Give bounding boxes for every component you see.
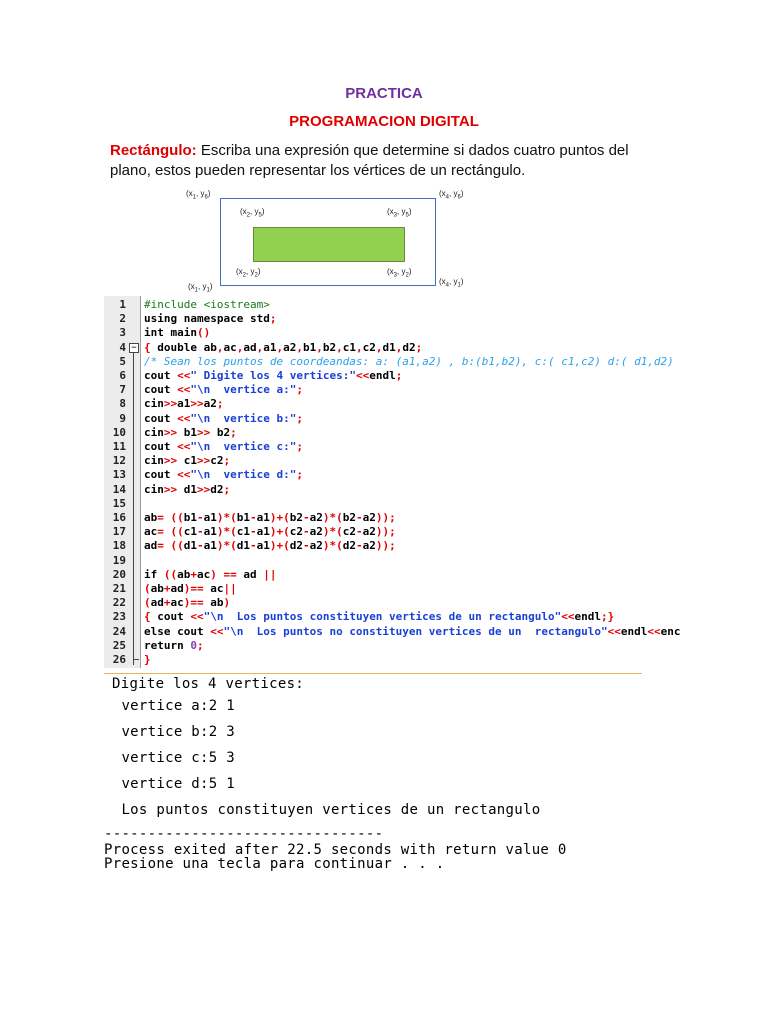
line-number: 6 [119, 369, 126, 382]
console-line: vertice d:5 1 [104, 776, 235, 792]
code-text: /* Sean los puntos de coordeandas: a: (a1,a2) , b:(b1,b2), c:( c1,c2) d:( d1,d2) [144, 354, 674, 368]
point-label: ($x_2$, $y_2$) [236, 267, 261, 279]
code-text: else cout <<"\n Los puntos no constituyen vertices de un rectangulo"<<endl<<enc [144, 624, 681, 638]
problem-text: Escriba una expresión que determine si dados cuatro puntos del plano, estos pueden representar los vértices de un rectángulo. [110, 142, 629, 179]
page-title: PRACTICA [345, 85, 423, 102]
code-text: cout <<"\n vertice c:"; [144, 440, 303, 453]
console-line: Los puntos constituyen vertices de un rectangulo [104, 802, 541, 818]
code-text: ad= ((d1-a1)*(d1-a1)+(d2-a2)*(d2-a2)); [144, 539, 396, 553]
line-number: 26 [112, 653, 126, 666]
code-text: } [144, 653, 151, 666]
console-line: vertice a:2 1 [104, 698, 235, 714]
code-editor [104, 296, 692, 668]
line-number: 15 [112, 496, 126, 510]
line-number: 4 [119, 340, 126, 354]
code-text: if ((ab+ac) == ad || [144, 567, 277, 581]
point-label: ($x_1$, $y_6$) [186, 189, 211, 201]
problem-statement [110, 141, 670, 181]
code-text: (ab+ad)== ac|| [144, 582, 237, 595]
code-text: cout <<"\n vertice b:"; [144, 411, 303, 425]
code-text: ab= ((b1-a1)*(b1-a1)+(b2-a2)*(b2-a2)); [144, 511, 396, 524]
line-number: 19 [112, 553, 126, 567]
line-number: 23 [112, 610, 126, 624]
line-number: 11 [112, 440, 126, 453]
point-label: ($x_1$, $y_1$) [188, 282, 213, 294]
line-number: 10 [112, 425, 126, 439]
line-number: 13 [112, 468, 126, 482]
line-number: 17 [112, 525, 126, 539]
line-number: 16 [112, 511, 126, 524]
point-label: ($x_3$, $y_2$) [387, 267, 412, 279]
line-number: 1 [119, 298, 126, 311]
line-number: 9 [119, 411, 126, 425]
code-text: cout <<"\n vertice a:"; [144, 383, 303, 397]
line-number: 7 [119, 383, 126, 397]
console-line: Digite los 4 vertices: [112, 676, 305, 692]
code-text: (ad+ac)== ab) [144, 596, 231, 610]
code-text: #include <iostream> [144, 298, 270, 311]
line-number: 22 [112, 596, 126, 610]
code-text: { double ab,ac,ad,a1,a2,b1,b2,c1,c2,d1,d2; [144, 340, 423, 354]
code-text: { cout <<"\n Los puntos constituyen vertices de un rectangulo"<<endl;} [144, 610, 615, 624]
code-text: cout <<"\n vertice d:"; [144, 468, 303, 482]
line-number: 18 [112, 539, 126, 553]
line-number: 5 [119, 354, 126, 368]
code-text: cout <<" Digite los 4 vertices:"<<endl; [144, 369, 403, 382]
console-line: Presione una tecla para continuar . . . [104, 856, 445, 872]
code-text: cin>> d1>>d2; [144, 482, 231, 496]
fold-toggle-icon[interactable]: − [129, 343, 139, 353]
console-separator [104, 673, 642, 674]
problem-keyword: Rectángulo: [110, 142, 197, 159]
console-line: Process exited after 22.5 seconds with return value 0 [104, 842, 567, 858]
code-text: cin>> b1>> b2; [144, 425, 237, 439]
console-line: vertice c:5 3 [104, 750, 235, 766]
line-number: 12 [112, 454, 126, 468]
point-label: ($x_4$, $y_1$) [439, 277, 464, 289]
inner-rectangle [253, 227, 405, 262]
line-number: 21 [112, 582, 126, 595]
console-line: vertice b:2 3 [104, 724, 235, 740]
code-text: cin>> c1>>c2; [144, 454, 231, 468]
code-text: ac= ((c1-a1)*(c1-a1)+(c2-a2)*(c2-a2)); [144, 525, 396, 539]
line-number: 3 [119, 326, 126, 340]
code-text: int main() [144, 326, 211, 340]
line-number: 2 [119, 312, 126, 326]
fold-guide-end [133, 659, 139, 660]
code-text: using namespace std; [144, 312, 277, 326]
point-label: ($x_4$, $y_6$) [439, 189, 464, 201]
line-number: 14 [112, 482, 126, 496]
console-output [104, 676, 664, 876]
code-text: return 0; [144, 638, 204, 652]
console-line: -------------------------------- [104, 826, 384, 842]
rectangle-diagram [180, 185, 480, 295]
line-number: 24 [112, 624, 126, 638]
point-label: ($x_2$, $y_5$) [240, 207, 265, 219]
page-subtitle: PROGRAMACION DIGITAL [289, 113, 479, 130]
point-label: ($x_3$, $y_5$) [387, 207, 412, 219]
line-number: 8 [119, 397, 126, 411]
line-number: 25 [112, 638, 126, 652]
code-text: cin>>a1>>a2; [144, 397, 224, 411]
fold-guide [133, 353, 134, 665]
line-number: 20 [112, 567, 126, 581]
